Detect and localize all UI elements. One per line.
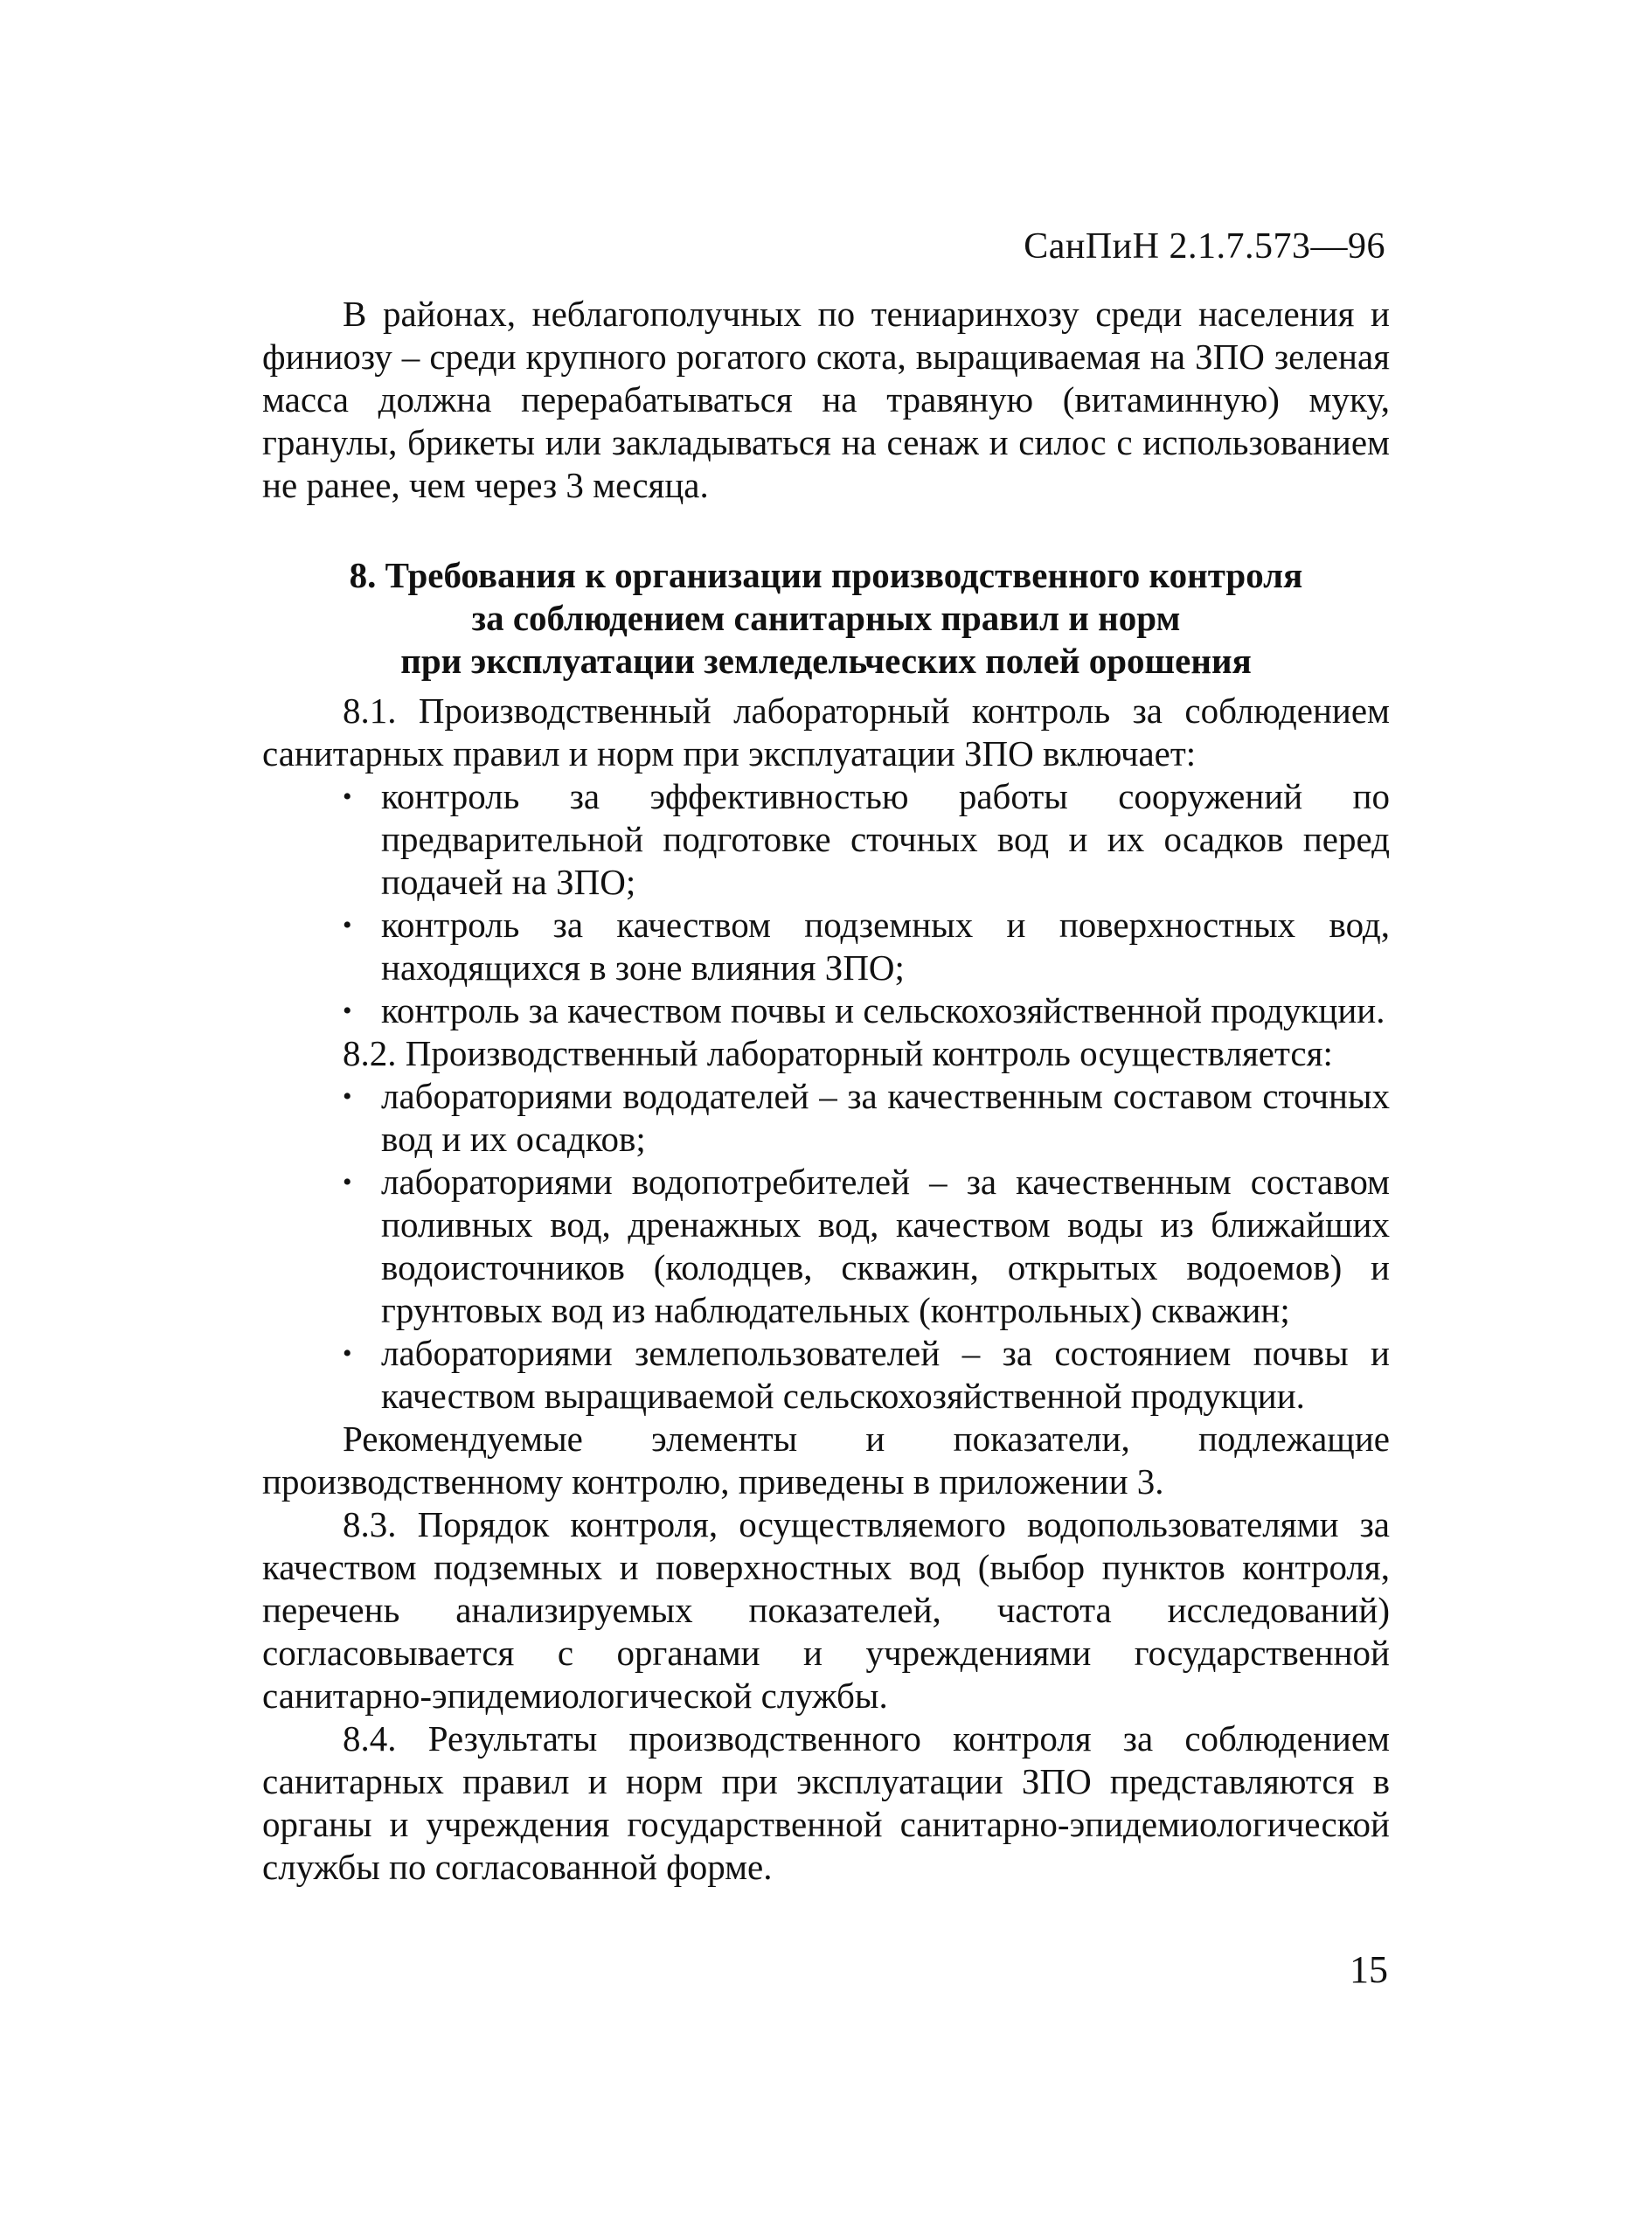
section-8-title	[262, 554, 1390, 683]
list-item	[262, 775, 1390, 904]
bullet-icon: •	[343, 1168, 352, 1197]
paragraph-recommended: Рекомендуемые элементы и показатели, подлежащие производственному контролю, приведены в приложении 3.	[262, 1419, 1390, 1502]
bullet-icon: •	[343, 1082, 352, 1111]
list-item	[262, 989, 1390, 1032]
list-item-text: лабораториями землепользователей – за состоянием почвы и качеством выращиваемой сельскохозяйственной продукции.	[381, 1333, 1390, 1416]
list-item-text: контроль за качеством подземных и поверхностных вод, находящихся в зоне влияния ЗПО;	[381, 905, 1390, 988]
list-item-text: контроль за качеством почвы и сельскохозяйственной продукции.	[381, 990, 1385, 1030]
list-item	[262, 1161, 1390, 1332]
list-8-2	[262, 1075, 1390, 1418]
list-item-text: контроль за эффективностью работы сооружений по предварительной подготовке сточных вод и их осадков перед подачей на ЗПО;	[381, 776, 1390, 902]
list-item	[262, 1332, 1390, 1418]
bullet-icon: •	[343, 782, 352, 811]
document-code-header: СанПиН 2.1.7.573—96	[1024, 226, 1385, 267]
paragraph-8-2: 8.2. Производственный лабораторный контроль осуществляется:	[343, 1033, 1333, 1073]
page-number: 15	[1350, 1948, 1388, 1991]
list-item-text: лабораториями вододателей – за качественным составом сточных вод и их осадков;	[381, 1076, 1390, 1159]
section-title-line: при эксплуатации земледельческих полей орошения	[400, 641, 1252, 681]
list-item	[262, 904, 1390, 989]
list-item-text: лабораториями водопотребителей – за качественным составом поливных вод, дренажных вод, качеством воды из ближайших водоисточников (колодцев, скважин, открытых водоемов) и грунтовых вод из наблюдательных (контрольных) скважин;	[381, 1162, 1390, 1330]
intro-paragraph: В районах, неблагополучных по тениаринхозу среди населения и финиозу – среди крупного рогатого скота, выращиваемая на ЗПО зеленая масса должна перерабатываться на травяную (витаминную) муку, гранулы, брикеты или закладываться на сенаж и силос с использованием не ранее, чем через 3 месяца.	[262, 294, 1390, 505]
bullet-icon: •	[343, 1339, 352, 1368]
paragraph-8-4: 8.4. Результаты производственного контроля за соблюдением санитарных правил и норм при эксплуатации ЗПО представляются в органы и учреждения государственной санитарно-эпидемиологической службы по согласованной форме.	[262, 1718, 1390, 1887]
list-item	[262, 1075, 1390, 1161]
section-title-line: за соблюдением санитарных правил и норм	[471, 598, 1181, 638]
bullet-icon: •	[343, 911, 352, 940]
section-title-line: 8. Требования к организации производственного контроля	[349, 555, 1303, 595]
paragraph-8-1: 8.1. Производственный лабораторный контроль за соблюдением санитарных правил и норм при эксплуатации ЗПО включает:	[262, 690, 1390, 774]
bullet-icon: •	[343, 996, 352, 1025]
paragraph-8-3: 8.3. Порядок контроля, осуществляемого водопользователями за качеством подземных и поверхностных вод (выбор пунктов контроля, перечень анализируемых показателей, частота исследований) согласовывается с органами и учреждениями государственной санитарно-эпидемиологической службы.	[262, 1504, 1390, 1716]
page-content	[262, 293, 1390, 1889]
list-8-1	[262, 775, 1390, 1032]
